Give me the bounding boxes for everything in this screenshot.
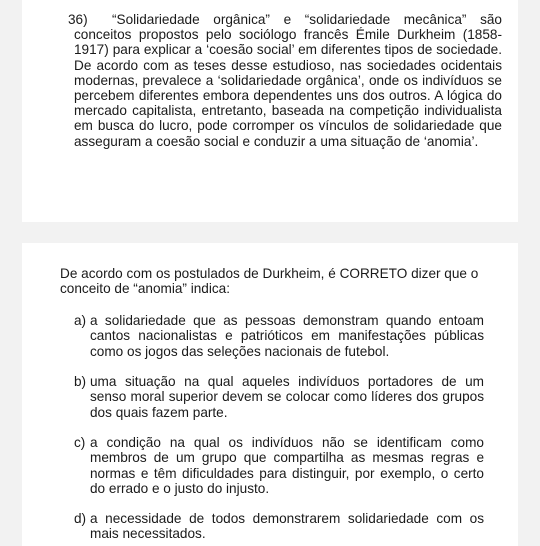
- option-letter: d): [74, 511, 87, 526]
- question-card: [22, 0, 518, 222]
- option-letter: c): [74, 435, 86, 450]
- option-text: uma situação na qual aqueles indivíduos portadores de um senso moral superior devem se colocar como líderes dos grupos dos quais fazem parte.: [90, 374, 484, 420]
- answers-card: [22, 243, 518, 546]
- option-text: a necessidade de todos demonstrarem solidariedade com os mais necessitados.: [90, 511, 484, 542]
- question-text: “Solidariedade orgânica” e “solidariedade mecânica” são conceitos propostos pelo sociólogo francês Émile Durkheim (1858-1917) para explicar a ‘coesão social’ em diferentes tipos de sociedade. De acordo com as teses desse estudioso, nas sociedades ocidentais modernas, prevalece a ‘solidariedade orgânica’, onde os indivíduos se percebem diferentes embora dependentes uns dos outros. A lógica do mercado capitalista, entretanto, baseada na competição individualista em busca do lucro, pode corromper os vínculos de solidariedade que asseguram a coesão social e conduzir a uma situação de ‘anomia’.: [74, 12, 502, 149]
- option-a[interactable]: [60, 313, 484, 359]
- option-letter: b): [74, 374, 87, 389]
- question-statement: [68, 12, 502, 149]
- question-prompt: De acordo com os postulados de Durkheim, é CORRETO dizer que o conceito de “anomia” indica:: [60, 266, 479, 297]
- option-d[interactable]: [60, 511, 484, 542]
- option-text: a condição na qual os indivíduos não se identificam como membros de um grupo que compartilha as mesmas regras e normas e têm dificuldades para distinguir, por exemplo, o certo do errado e o justo do injusto.: [90, 435, 484, 497]
- option-c[interactable]: [60, 435, 484, 497]
- question-number: 36): [68, 12, 88, 27]
- option-letter: a): [74, 313, 87, 328]
- option-text: a solidariedade que as pessoas demonstram quando entoam cantos nacionalistas e patrióticos em manifestações públicas como os jogos das seleções nacionais de futebol.: [90, 313, 484, 359]
- option-b[interactable]: [60, 374, 484, 420]
